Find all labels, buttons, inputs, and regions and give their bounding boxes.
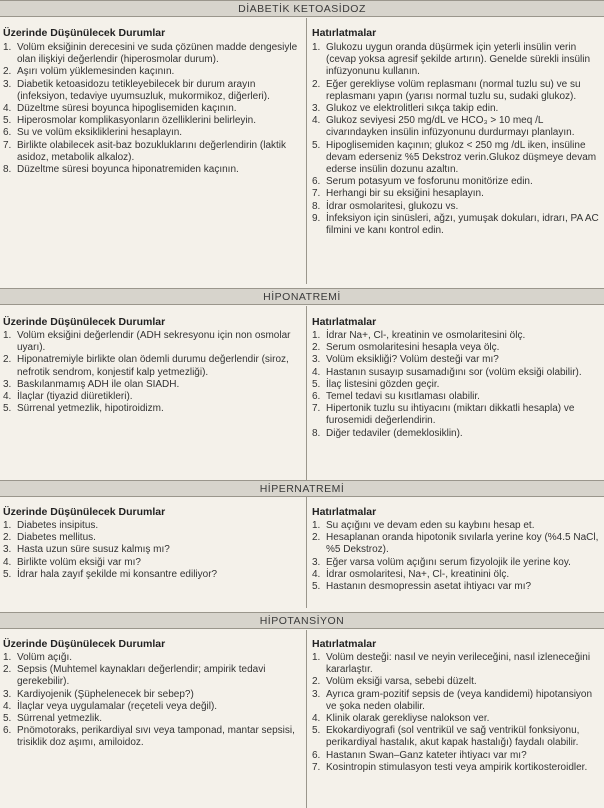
- list-item: 3. Hasta uzun süre susuz kalmış mı?: [3, 544, 170, 556]
- section-title: HİPOTANSİYON: [259, 615, 345, 627]
- list-item: 4. Hastanın susayıp susamadığını sor (volüm eksiği olabilir).: [312, 366, 582, 378]
- section-banner-hipernatremi: [0, 480, 604, 497]
- list-item: 5. Sürrenal yetmezlik.: [3, 713, 103, 725]
- list-item: 4. İdrar osmolaritesi, Na+, Cl-, kreatinini ölç.: [312, 568, 510, 580]
- list-item: 2. Hesaplanan oranda hipotonik sıvılarla yerine koy (%4.5 NaCl, %5 Dekstroz).: [312, 532, 599, 556]
- list-item: 3. Volüm eksikliği? Volüm desteği var mı?: [312, 354, 499, 366]
- list-item: 4. İlaçlar veya uygulamalar (reçeteli veya değil).: [3, 700, 218, 712]
- list-item: 1. Volüm desteği: nasıl ve neyin verileceğini, nasıl izleneceğini kararlaştır.: [312, 652, 591, 676]
- list-item: 1. Volüm eksiğini değerlendir (ADH sekresyonu için non osmolar uyarı).: [3, 330, 291, 354]
- list-item: 2. Serum osmolaritesini hesapla veya ölç.: [312, 342, 500, 354]
- list-item: 5. Hastanın desmopressin asetat ihtiyacı var mı?: [312, 581, 532, 593]
- section-title: HİPERNATREMİ: [259, 483, 345, 495]
- list-item: 8. Düzeltme süresi boyunca hiponatremiden kaçının.: [3, 164, 239, 176]
- list-item: 2. Diabetes mellitus.: [3, 532, 96, 544]
- list-item: 3. Baskılanmamış ADH ile olan SIADH.: [3, 378, 180, 390]
- list-item: 5. Hipoglisemiden kaçının; glukoz < 250 mg /dL iken, insüline devam ederseniz %5 Dekstroz verin.Glukoz düşmeye devam ederse insülin dozunu azaltın.: [312, 139, 597, 176]
- left-list: [3, 652, 301, 750]
- list-item: 1. Volüm açığı.: [3, 652, 73, 663]
- right-column-title: Hatırlatmalar: [312, 506, 377, 518]
- left-column-title: Üzerinde Düşünülecek Durumlar: [3, 27, 166, 39]
- list-item: 4. Birlikte volüm eksiği var mı?: [3, 556, 141, 568]
- list-item: 5. İlaç listesini gözden geçir.: [312, 378, 440, 390]
- list-item: 7. Herhangi bir su eksiğini hesaplayın.: [312, 188, 484, 200]
- list-item: 3. Glukoz ve elektrolitleri sıkça takip edin.: [312, 103, 499, 115]
- list-item: 2. Hiponatremiyle birlikte olan ödemli durumu değerlendir (siroz, nefrotik sendrom, konjestif kalp yetmezliği).: [3, 354, 289, 378]
- section-banner-hipotansiyon: [0, 612, 604, 629]
- column-divider: [306, 498, 307, 608]
- list-item: 6. Hastanın Swan–Ganz kateter ihtiyacı var mı?: [312, 749, 527, 761]
- right-list: [312, 42, 602, 237]
- left-list: [3, 330, 301, 415]
- section-banner-dka: [0, 0, 604, 17]
- right-list: [312, 520, 602, 593]
- list-item: 7. Birlikte olabilecek asit-baz bozukluklarını değerlendirin (laktik asidoz, metabolik alkaloz).: [3, 139, 287, 163]
- column-divider: [306, 18, 307, 284]
- section-title: DİABETİK KETOASİDOZ: [238, 3, 366, 15]
- list-item: 1. Glukozu uygun oranda düşürmek için yeterli insülin verin (cevap yoksa agresif şekilde artırın). Genelde sürekli insülin infüzyonunu kullanın.: [312, 42, 591, 78]
- list-item: 8. Diğer tedaviler (demeklosiklin).: [312, 427, 463, 439]
- list-item: 2. Sepsis (Muhtemel kaynakları değerlendir; ampirik tedavi gerekebilir).: [3, 664, 266, 688]
- list-item: 1. Volüm eksiğinin derecesini ve suda çözünen madde dengesiyle olan ilişkiyi değerlendir (hiperosmolar durum).: [3, 42, 298, 66]
- list-item: 7. Kosintropin stimulasyon testi veya ampirik kortikosteroidler.: [312, 761, 588, 773]
- list-item: 2. Volüm eksiği varsa, sebebi düzelt.: [312, 676, 477, 688]
- list-item: 7. Hipertonik tuzlu su ihtiyacını (miktarı dikkatli hesapla) ve furosemidi değerlendirin.: [312, 403, 575, 427]
- section-banner-hiponatremi: [0, 288, 604, 305]
- list-item: 2. Eğer gerekliyse volüm replasmanı (normal tuzlu su) ve su replasmanı yapın (yarısı normal tuzlu su, sudaki glukoz).: [312, 78, 581, 102]
- section-title: HİPONATREMİ: [263, 291, 341, 303]
- list-item: 6. Pnömotoraks, perikardiyal sıvı veya tamponad, mantar sepsisi, trisiklik doz aşımı, amiloidoz.: [3, 725, 295, 749]
- right-column-title: Hatırlatmalar: [312, 316, 377, 328]
- list-item: 5. İdrar hala zayıf şekilde mi konsantre ediliyor?: [3, 568, 218, 580]
- list-item: 1. Su açığını ve devam eden su kaybını hesap et.: [312, 520, 535, 531]
- column-divider: [306, 306, 307, 502]
- list-item: 5. Sürrenal yetmezlik, hipotiroidizm.: [3, 403, 164, 415]
- list-item: 4. Düzeltme süresi boyunca hipoglisemiden kaçının.: [3, 103, 237, 115]
- left-list: [3, 42, 301, 176]
- list-item: 4. İlaçlar (tiyazid diüretikleri).: [3, 391, 133, 403]
- list-item: 3. Ayrıca gram-pozitif sepsis de (veya kandidemi) hipotansiyon ve şoka neden olabilir.: [312, 688, 593, 712]
- left-column-title: Üzerinde Düşünülecek Durumlar: [3, 638, 166, 650]
- left-column-title: Üzerinde Düşünülecek Durumlar: [3, 316, 166, 328]
- right-list: [312, 652, 602, 774]
- list-item: 6. Su ve volüm eksikliklerini hesaplayın.: [3, 127, 183, 139]
- list-item: 5. Ekokardiyografi (sol ventrikül ve sağ ventrikül fonksiyonu, perikardiyal hastalık, akut kapak hastalığı) faydalı olabilir.: [312, 725, 580, 749]
- left-column-title: Üzerinde Düşünülecek Durumlar: [3, 506, 166, 518]
- list-item: 2. Aşırı volüm yüklemesinden kaçının.: [3, 66, 175, 78]
- left-list: [3, 520, 301, 581]
- right-list: [312, 330, 602, 440]
- column-divider: [306, 630, 307, 808]
- right-column-title: Hatırlatmalar: [312, 27, 377, 39]
- right-column-title: Hatırlatmalar: [312, 638, 377, 650]
- list-item: 3. Diabetik ketoasidozu tetikleyebilecek bir durum arayın (infeksiyon, tedaviye uyumsuzluk, mukormikoz, diğerleri).: [3, 78, 270, 102]
- list-item: 8. İdrar osmolaritesi, glukozu vs.: [312, 200, 459, 212]
- list-item: 3. Eğer varsa volüm açığını serum fizyolojik ile yerine koy.: [312, 556, 571, 568]
- list-item: 5. Hiperosmolar komplikasyonların özelliklerini belirleyin.: [3, 115, 256, 127]
- list-item: 4. Glukoz seviyesi 250 mg/dL ve HCO₃ > 10 meq /L civarındayken insülin infüzyonunu durdurmayı planlayın.: [312, 115, 575, 139]
- list-item: 9. İnfeksiyon için sinüsleri, ağzı, yumuşak dokuları, idrarı, PA AC filmini ve kanı kontrol edin.: [312, 212, 599, 237]
- list-item: 3. Kardiyojenik (Şüphelenecek bir sebep?): [3, 688, 194, 700]
- list-item: 1. İdrar Na+, Cl-, kreatinin ve osmolaritesini ölç.: [312, 330, 526, 341]
- list-item: 4. Klinik olarak gerekliyse nalokson ver.: [312, 713, 490, 725]
- list-item: 6. Temel tedavi su kısıtlaması olabilir.: [312, 391, 480, 403]
- list-item: 1. Diabetes insipitus.: [3, 520, 99, 531]
- list-item: 6. Serum potasyum ve fosforunu monitörize edin.: [312, 176, 533, 188]
